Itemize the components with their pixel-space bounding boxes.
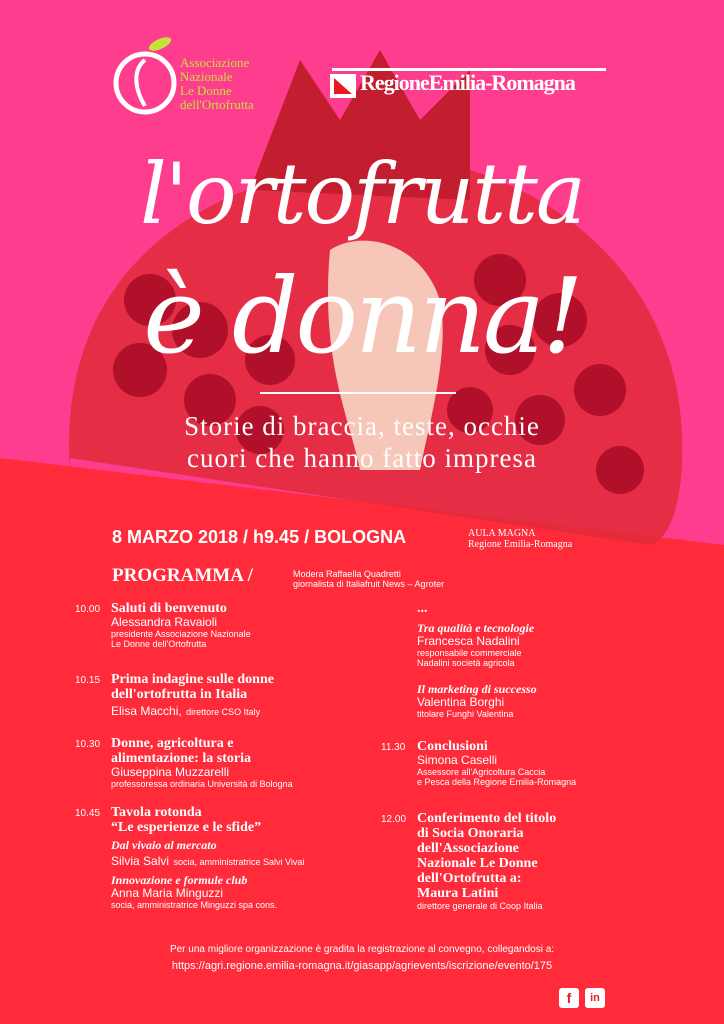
title-line-1: l'ortofrutta [140,145,584,243]
item-history: Donne, agricoltura e alimentazione: la storia Giuseppina Muzzarelli professoressa ordinaria Università di Bologna [111,736,293,789]
facebook-icon[interactable]: f [559,988,579,1008]
item-conclusions: Conclusioni Simona Caselli Assessore all'Agricoltura Caccia e Pesca della Regione Emilia-Romagna [417,739,577,787]
time-1200: 12.00 [381,814,407,825]
title-underline [260,392,456,394]
time-1015: 10.15 [75,675,101,686]
time-1000: 10.00 [75,604,101,615]
item-honorary: Conferimento del titolo di Socia Onoraria dell'Associazione Nazionale Le Donne dell'Ortofrutta a: Maura Latini direttore generale di Coop Italia [417,811,557,911]
programma-heading: PROGRAMMA / [112,565,253,586]
time-1045: 10.45 [75,808,101,819]
continuation-dots: ... [417,601,428,616]
linkedin-icon[interactable]: in [585,988,605,1008]
item-round-table: Tavola rotonda “Le esperienze e le sfide” Dal vivaio al mercato Silvia Salvi socia, amministratrice Salvi Vivai Innovazione e formule club Anna Maria Minguzzi socia, amministratrice Minguzzi spa cons. [111,805,305,910]
time-1130: 11.30 [381,742,406,753]
subtitle-line-1: Storie di braccia, teste, occhie [184,411,540,441]
regione-name: RegioneEmilia-Romagna [360,70,575,95]
event-date-place: 8 MARZO 2018 / h9.45 / BOLOGNA [112,527,407,547]
time-1030: 10.30 [75,739,101,750]
registration-note: Per una migliore organizzazione è gradita la registrazione al convegno, collegandosi a: [169,944,555,955]
item-quality: Tra qualità e tecnologie Francesca Nadalini responsabile commerciale Nadalini società agricola [417,621,535,668]
registration-link[interactable]: https://agri.regione.emilia-romagna.it/giasapp/agrievents/iscrizione/evento/175 [171,960,553,972]
regione-logo-mark [334,78,352,94]
subtitle-line-2: cuori che hanno fatto impresa [187,443,537,473]
item-marketing: Il marketing di successo Valentina Borghi titolare Funghi Valentina [417,682,537,719]
association-name: Associazione Nazionale Le Donne dell'Ortofrutta [180,55,254,112]
item-survey: Prima indagine sulle donne dell'ortofrutta in Italia Elisa Macchi, direttore CSO Italy [111,672,274,718]
moderator: Modera Raffaella Quadretti giornalista di Italiafruit News – Agroter [293,569,445,589]
title-line-2: è donna! [143,255,581,377]
event-venue: AULA MAGNA Regione Emilia-Romagna [468,528,573,550]
item-welcome: Saluti di benvenuto Alessandra Ravaioli presidente Associazione Nazionale Le Donne dell'Ortofrutta [111,601,251,649]
